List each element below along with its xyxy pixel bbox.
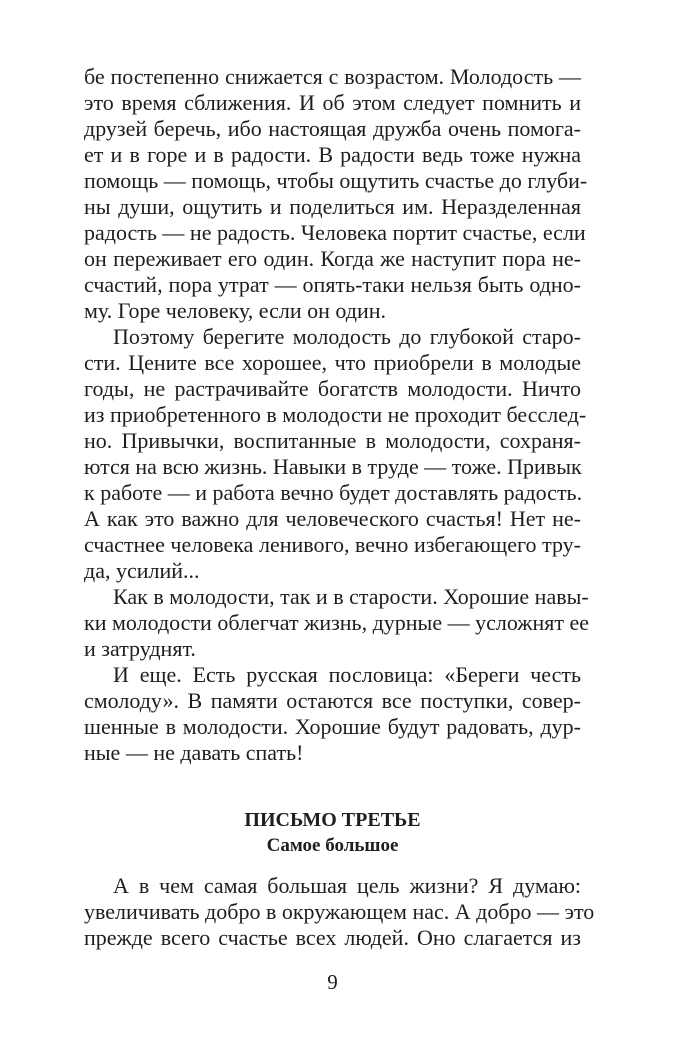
text-line: помощь — помощь, чтобы ощутить счастье до глуби- xyxy=(84,168,588,193)
text-line: к работе — и работа вечно будет доставлять радость. xyxy=(84,480,583,505)
text-line: А в чем самая большая цель жизни? Я думаю: xyxy=(113,873,581,898)
text-line: и затруднят. xyxy=(84,636,196,661)
text-line: он переживает его один. Когда же наступит пора не- xyxy=(84,246,581,271)
text-line: да, усилий... xyxy=(84,558,200,583)
text-line: А как это важно для человеческого счастья! Нет не- xyxy=(84,506,581,531)
text-line: Поэтому берегите молодость до глубокой старо- xyxy=(113,324,581,349)
paragraph xyxy=(84,64,588,324)
text-line: ет и в горе и в радости. В радости ведь тоже нужна xyxy=(84,142,581,167)
text-line: счастнее человека ленивого, вечно избегающего тру- xyxy=(84,532,581,557)
text-line: ются на всю жизнь. Навыки в труде — тоже. Привык xyxy=(84,454,582,479)
text-line: ные — не давать спать! xyxy=(84,740,304,765)
text-line: годы, не растрачивайте богатств молодости. Ничто xyxy=(84,376,581,401)
chapter-title: ПИСЬМО ТРЕТЬЕ xyxy=(244,809,421,831)
text-line: друзей беречь, ибо настоящая дружба очень помога- xyxy=(84,116,581,141)
paragraph xyxy=(84,584,590,662)
section-text xyxy=(84,873,595,951)
text-line: ки молодости облегчат жизнь, дурные — усложнят ее xyxy=(84,610,590,635)
page-number: 9 xyxy=(327,970,338,994)
text-line: из приобретенного в молодости не проходит бесслед- xyxy=(84,402,587,427)
text-line: смолоду». В памяти остаются все поступки, совер- xyxy=(84,688,581,713)
text-line: бе постепенно снижается с возрастом. Молодость — xyxy=(84,64,581,89)
text-line: но. Привычки, воспитанные в молодости, сохраня- xyxy=(84,428,581,453)
paragraph xyxy=(84,873,595,951)
text-line: Как в молодости, так и в старости. Хорошие навы- xyxy=(113,584,589,609)
text-line: прежде всего счастье всех людей. Оно слагается из xyxy=(84,925,581,950)
text-line: му. Горе человеку, если он один. xyxy=(84,298,386,323)
body-text xyxy=(84,64,590,766)
text-line: И еще. Есть русская пословица: «Береги честь xyxy=(113,662,581,687)
chapter-subtitle: Самое большое xyxy=(266,835,399,856)
text-line: счастий, пора утрат — опять-таки нельзя быть одно- xyxy=(84,272,581,297)
text-line: увеличивать добро в окружающем нас. А добро — это xyxy=(84,899,595,924)
text-line: радость — не радость. Человека портит счастье, если xyxy=(84,220,586,245)
paragraph xyxy=(84,662,581,766)
text-line: шенные в молодости. Хорошие будут радовать, дур- xyxy=(84,714,581,739)
text-line: ны души, ощутить и поделиться им. Неразделенная xyxy=(84,194,581,219)
text-line: это время сближения. И об этом следует помнить и xyxy=(84,90,581,115)
paragraph xyxy=(84,324,587,584)
text-line: сти. Цените все хорошее, что приобрели в молодые xyxy=(84,350,581,375)
